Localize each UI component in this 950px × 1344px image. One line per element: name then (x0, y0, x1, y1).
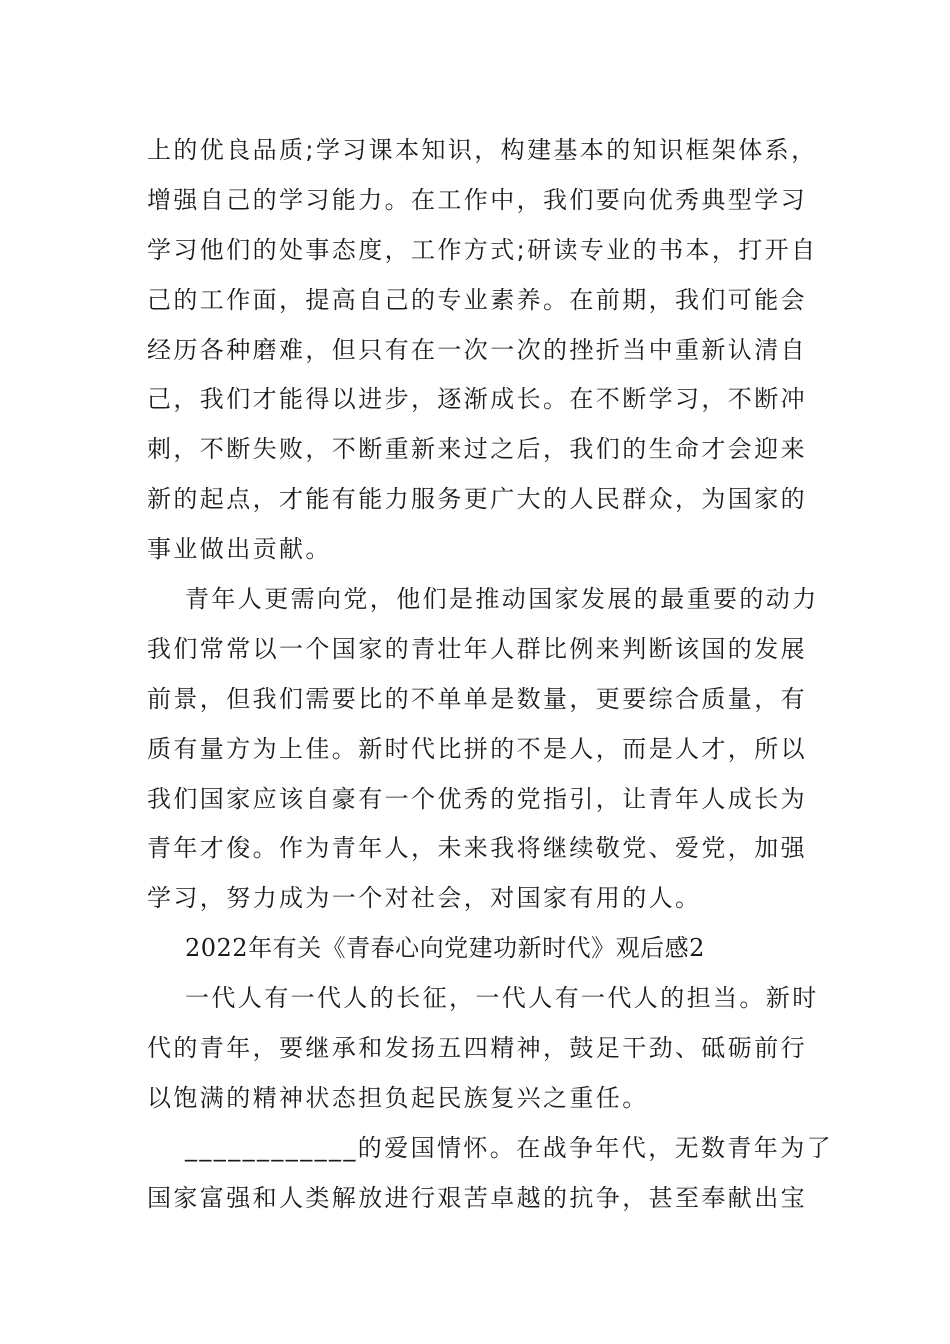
paragraph (147, 575, 819, 924)
text-line: 事业做出贡献。 (147, 535, 332, 564)
text-line: 增强自己的学习能力。在工作中，我们要向优秀典型学习 (147, 185, 807, 214)
text-line: 一代人有一代人的长征，一代人有一代人的担当。新时 (185, 984, 819, 1013)
text-line: 国家富强和人类解放进行艰苦卓越的抗争，甚至奉献出宝 (147, 1183, 807, 1212)
text-line: 学习，努力成为一个对社会，对国家有用的人。 (147, 884, 702, 913)
text-line: 上的优良品质;学习课本知识，构建基本的知识框架体系， (147, 136, 818, 164)
heading-text: 2022年有关《青春心向党建功新时代》观后感2 (185, 934, 705, 963)
text-line: 刺，不断失败，不断重新来过之后，我们的生命才会迎来 (147, 435, 807, 464)
text-line: 己的工作面，提高自己的专业素养。在前期，我们可能会 (147, 285, 807, 314)
text-line: 己，我们才能得以进步，逐渐成长。在不断学习，不断冲 (147, 385, 807, 414)
text-line: 我们国家应该自豪有一个优秀的党指引，让青年人成长为 (147, 784, 807, 813)
text-line: 以饱满的精神状态担负起民族复兴之重任。 (147, 1083, 649, 1112)
paragraph (147, 1124, 833, 1224)
document-body (147, 126, 833, 1224)
text-line: 代的青年，要继承和发扬五四精神，鼓足干劲、砥砺前行 (147, 1034, 807, 1063)
paragraph (147, 126, 818, 575)
text-line: 青年人更需向党，他们是推动国家发展的最重要的动力 (185, 585, 819, 614)
text-line: 经历各种磨难，但只有在一次一次的挫折当中重新认清自 (147, 335, 807, 364)
text-line: 质有量方为上佳。新时代比拼的不是人，而是人才，所以 (147, 734, 807, 763)
text-line: 新的起点，才能有能力服务更广大的人民群众，为国家的 (147, 485, 807, 514)
text-line: 我们常常以一个国家的青壮年人群比例来判断该国的发展 (147, 634, 807, 663)
paragraph (147, 974, 819, 1124)
text-line: 学习他们的处事态度，工作方式;研读专业的书本，打开自 (147, 235, 818, 264)
section-heading (147, 924, 812, 974)
text-line: ____________的爱国情怀。在战争年代，无数青年为了 (185, 1133, 833, 1162)
text-line: 前景，但我们需要比的不单单是数量，更要综合质量，有 (147, 684, 807, 713)
text-line: 青年才俊。作为青年人，未来我将继续敬党、爱党，加强 (147, 834, 807, 863)
